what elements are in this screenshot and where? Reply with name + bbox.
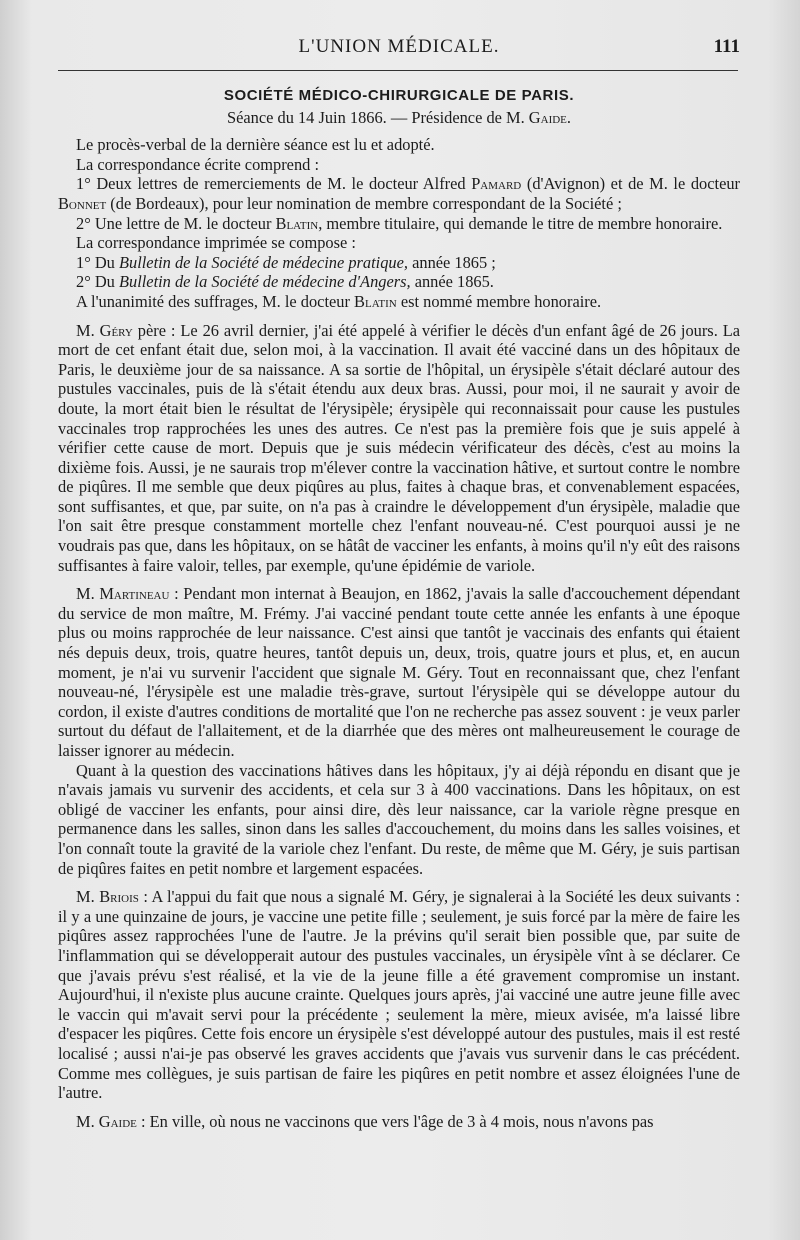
president-name: Gaide bbox=[528, 107, 567, 127]
running-title: L'UNION MÉDICALE. bbox=[298, 36, 500, 57]
speaker-name: M. Martineau bbox=[76, 584, 170, 604]
gaide-paragraph: M. Gaide : En ville, où nous ne vaccinons que vers l'âge de 3 à 4 mois, nous n'avons pas bbox=[76, 1111, 654, 1131]
page-header bbox=[58, 36, 740, 66]
minutes-paragraph: Le procès-verbal de la dernière séance est lu et adopté. bbox=[76, 135, 435, 155]
session-line: Séance du 14 Juin 1866. — Présidence de M. Gaide. bbox=[226, 107, 572, 127]
gery-paragraph: M. Géry père : Le 26 avril dernier, j'ai été appelé à vérifier le décès d'un enfant âgé de 26 jours. La mort de cet enfant était due, selon moi, à la vaccination. Il avait été vacciné dans un des hôpitaux de Paris, le deuxième jour de sa naissance. A sa sortie de l'hôpital, un érysipèle s'était déclaré autour des pustules vaccinales, puis de là s'était étendu aux deux bras. Aussi, pour moi, il ne saurait y avoir de doute, la mort était bien le résultat de l'érysipèle; érysipèle qui reconnaissait pour cause les pustules vaccinales trop rapprochées les unes des autres. Ce n'est pas la première fois que je suis appelé à vérifier cette cause de mort. Depuis que je suis médecin vérificateur des décès, c'est au moins la dixième fois. Aussi, je ne saurais trop m'élever contre la vaccination hâtive, et surtout contre le nombre de piqûres. Il me semble que deux piqûres au plus, faites à chaque bras, et convenablement espacées, sont suffisantes, et que, par suite, on n'a pas à craindre le développement d'un érysipèle, maladie que l'on sait être presque constamment mortelle chez l'enfant nouveau-né. C'est pourquoi aussi je ne voudrais pas que, dans les hôpitaux, on se hâtât de vacciner les enfants, à moins qu'il n'y eût des raisons suffisantes à faire valoir, telles, par exemple, qu'une épidémie de variole. bbox=[58, 320, 741, 575]
correspondence-printed: La correspondance imprimée se compose : bbox=[76, 233, 356, 253]
martineau-paragraph: M. Martineau : Pendant mon internat à Beaujon, en 1862, j'avais la salle d'accouchement dépendant du service de mon maître, M. Frémy. J'ai vacciné pendant toute cette année les enfants à une époque plus ou moins rapprochée de leur naissance. C'est ainsi que tantôt je vaccinais des enfants qui étaient nés depuis deux, trois, quatre heures, tantôt depuis un, deux, trois, quatre jours et plus, et, en aucun moment, je n'ai vu survenir l'accident que signale M. Géry. Tout en reconnaissant que, chez l'enfant nouveau-né, l'érysipèle est une maladie très-grave, surtout l'érysipèle qui se développe autour du cordon, il existe d'autres conditions de mortalité que l'on ne recherche pas assez souvent : je veux parler surtout du défaut de l'allaitement, et de la diarrhée que des mères ont malheureusement le courage de laisser ignorer au médecin. bbox=[58, 584, 740, 760]
correspondence-item-2: 2° Une lettre de M. le docteur Blatin, membre titulaire, qui demande le titre de membre honoraire. bbox=[76, 213, 723, 233]
society-heading: SOCIÉTÉ MÉDICO-CHIRURGICALE DE PARIS. bbox=[223, 87, 575, 104]
article-body bbox=[58, 86, 740, 1131]
correspondence-written: La correspondance écrite comprend : bbox=[76, 154, 320, 174]
briois-paragraph: M. Briois : A l'appui du fait que nous a signalé M. Géry, je signalerai à la Société les deux suivants : il y a une quinzaine de jours, je vaccine une petite fille ; seulement, je suis forcé par la mère de faire les piqûres assez rapprochées l'une de l'autre. Je la prévins qu'il serait bien possible que, par suite de l'inflammation qui se développerait autour des pustules vaccinales, un érysipèle vînt à se déclarer. Ce que j'avais prévu s'est réalisé, et la vie de la jeune fille a été gravement compromise un instant. Aujourd'hui, il n'existe plus aucune crainte. Quelques jours après, j'ai vacciné une autre jeune fille avec le vaccin qui m'avait servi pour la précédente ; seulement la mère, mieux avisée, m'a laissé libre d'espacer les piqûres. Cette fois encore un érysipèle s'est développé autour des pustules, mais il est resté localisé ; aussi n'ai-je pas observé les graves accidents que j'avais vus survenir dans le cas précédent. Comme mes collègues, je suis partisan de faire les piqûres en petit nombre et assez éloignées l'une de l'autre. bbox=[58, 887, 740, 1103]
correspondence-item-1: 1° Deux lettres de remerciements de M. le docteur Alfred Pamard (d'Avignon) et de M. le docteur Bonnet (de Bordeaux), pour leur nomination de membre correspondant de la Société ; bbox=[58, 174, 740, 213]
page-number: 111 bbox=[713, 36, 740, 57]
speaker-name: M. Briois bbox=[76, 887, 139, 907]
printed-item-2: 2° Du Bulletin de la Société de médecine d'Angers, année 1865. bbox=[76, 272, 494, 292]
speaker-name: M. Gaide bbox=[76, 1111, 137, 1131]
martineau-continuation: Quant à la question des vaccinations hâtives dans les hôpitaux, j'y ai déjà répondu en disant que je n'avais jamais vu survenir des accidents, et cela sur 3 à 400 vaccinations. Dans les hôpitaux, on est obligé de vacciner les enfants, pour ainsi dire, dès leur naissance, car la variole règne presque en permanence dans les salles, sinon dans les salles d'accouchement, du moins dans les salles voisines, et l'on connaît toute la gravité de la variole chez l'enfant. Du reste, de même que M. Géry, je suis partisan de piqûres faites en petit nombre et largement espacées. bbox=[58, 760, 740, 878]
printed-item-1: 1° Du Bulletin de la Société de médecine pratique, année 1865 ; bbox=[76, 252, 496, 272]
speaker-name: M. Géry bbox=[76, 320, 133, 340]
vote-paragraph: A l'unanimité des suffrages, M. le docteur Blatin est nommé membre honoraire. bbox=[76, 291, 602, 311]
header-rule bbox=[58, 70, 738, 71]
